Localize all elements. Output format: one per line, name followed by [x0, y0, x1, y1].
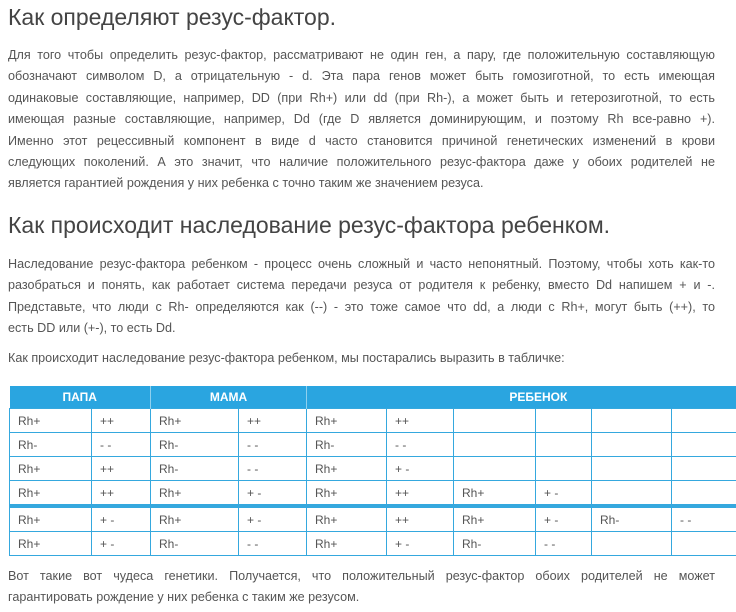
table-cell: Rh+	[10, 532, 92, 556]
table-cell: Rh+	[307, 506, 387, 532]
text-line: Представьте, что люди с Rh- определяются как (--) - это тоже самое что dd, а люди с Rh+, могут быть (++), то	[8, 299, 715, 314]
table-cell: ++	[387, 506, 454, 532]
table-row	[10, 409, 736, 433]
table-cell: ++	[92, 409, 151, 433]
text-line: обозначают символом D, а отрицательную - d. Эта пара генов может быть гомозиготной, то есть имеющая	[8, 69, 715, 84]
table-cell: ++	[92, 457, 151, 481]
table-cell: - -	[239, 532, 307, 556]
text-line: одинаковые составляющие, например, DD (при Rh+) или dd (при Rh-), а может быть и гетерозиготной, то есть	[8, 90, 715, 105]
table-cell	[592, 457, 672, 481]
table-cell: Rh+	[454, 506, 536, 532]
table-cell: Rh+	[10, 409, 92, 433]
table-cell: Rh-	[307, 433, 387, 457]
section-heading-how-determined: Как определяют резус-фактор.	[8, 4, 337, 30]
table-cell: + -	[536, 481, 592, 507]
table-cell: + -	[92, 532, 151, 556]
header-child: РЕБЕНОК	[307, 386, 736, 409]
table-cell: - -	[387, 433, 454, 457]
table-cell: Rh+	[307, 481, 387, 507]
paragraph-conclusion	[8, 566, 715, 609]
table-row	[10, 433, 736, 457]
table-cell	[536, 409, 592, 433]
table-cell	[454, 457, 536, 481]
table-cell: Rh-	[592, 506, 672, 532]
paragraph-rh-definition	[8, 45, 715, 195]
table-cell: Rh+	[10, 481, 92, 507]
text-line: Именно этот рецессивный компонент в виде d часто становится причиной генетических изменений в крови	[8, 133, 715, 148]
table-cell	[592, 433, 672, 457]
table-row	[10, 506, 736, 532]
table-cell	[592, 532, 672, 556]
table-cell: Rh+	[307, 457, 387, 481]
text-line: есть DD или (+-), то есть Dd.	[8, 321, 176, 336]
table-cell: Rh+	[10, 506, 92, 532]
table-cell: Rh+	[151, 409, 239, 433]
table-cell	[454, 433, 536, 457]
table-cell: ++	[387, 409, 454, 433]
table-row	[10, 481, 736, 507]
table-cell	[536, 457, 592, 481]
table-cell: Rh-	[454, 532, 536, 556]
paragraph-inheritance-explanation	[8, 254, 715, 340]
table-cell: Rh+	[307, 532, 387, 556]
table-cell: ++	[239, 409, 307, 433]
table-cell	[672, 409, 736, 433]
table-cell: Rh+	[10, 457, 92, 481]
table-cell: - -	[92, 433, 151, 457]
table-cell	[536, 433, 592, 457]
text-line: Вот такие вот чудеса генетики. Получается, что положительный резус-фактор обоих родителей не может	[8, 569, 715, 583]
table-cell: ++	[92, 481, 151, 507]
table-cell: Rh-	[151, 532, 239, 556]
table-intro-text	[8, 348, 715, 369]
table-cell: ++	[387, 481, 454, 507]
text-line: гарантировать рождение у них ребенка с таким же резусом.	[8, 590, 360, 605]
table-cell	[672, 481, 736, 507]
text-line: следующих поколений. А это значит, что наличие положительного резус-фактора даже у обоих родителей не	[8, 155, 715, 170]
header-dad: ПАПА	[10, 386, 151, 409]
table-cell	[592, 481, 672, 507]
table-cell	[454, 409, 536, 433]
table-cell: + -	[239, 481, 307, 507]
table-cell: + -	[92, 506, 151, 532]
table-cell: Rh+	[151, 481, 239, 507]
text-line: имеющая разные составляющие, например, Dd (где D является доминирующим, и поэтому Rh все-равно +).	[8, 112, 715, 127]
table-cell: Rh+	[454, 481, 536, 507]
text-line: Как происходит наследование резус-фактора ребенком, мы постарались выразить в табличке:	[8, 351, 565, 365]
table-cell: - -	[239, 457, 307, 481]
table-cell: - -	[536, 532, 592, 556]
table-cell: Rh-	[151, 433, 239, 457]
table-cell: Rh+	[307, 409, 387, 433]
table-cell: + -	[387, 532, 454, 556]
text-line: является гарантией рождения у них ребенка с точно таким же значением резуса.	[8, 176, 484, 191]
table-header-row	[10, 386, 736, 409]
text-line: Наследование резус-фактора ребенком - процесс очень сложный и часто непонятный. Поэтому, чтобы хоть как-то	[8, 257, 715, 271]
table-cell	[672, 433, 736, 457]
table-cell: + -	[536, 506, 592, 532]
table-cell: Rh-	[151, 457, 239, 481]
table-cell	[672, 532, 736, 556]
table-cell: Rh-	[10, 433, 92, 457]
table-cell: - -	[672, 506, 736, 532]
table-cell: + -	[239, 506, 307, 532]
text-line: разобраться и понять, как работает система передачи резуса от родителя к ребенку, вместо Dd напишем + и -.	[8, 278, 715, 293]
rh-inheritance-table	[9, 386, 736, 556]
table-row	[10, 532, 736, 556]
table-cell	[592, 409, 672, 433]
table-cell: - -	[239, 433, 307, 457]
header-mom: МАМА	[151, 386, 307, 409]
section-heading-inheritance: Как происходит наследование резус-фактора ребенком.	[8, 212, 611, 238]
table-cell: + -	[387, 457, 454, 481]
table-cell	[672, 457, 736, 481]
text-line: Для того чтобы определить резус-фактор, рассматривают не один ген, а пару, где положительную составляющую	[8, 48, 715, 62]
table-cell: Rh+	[151, 506, 239, 532]
table-row	[10, 457, 736, 481]
